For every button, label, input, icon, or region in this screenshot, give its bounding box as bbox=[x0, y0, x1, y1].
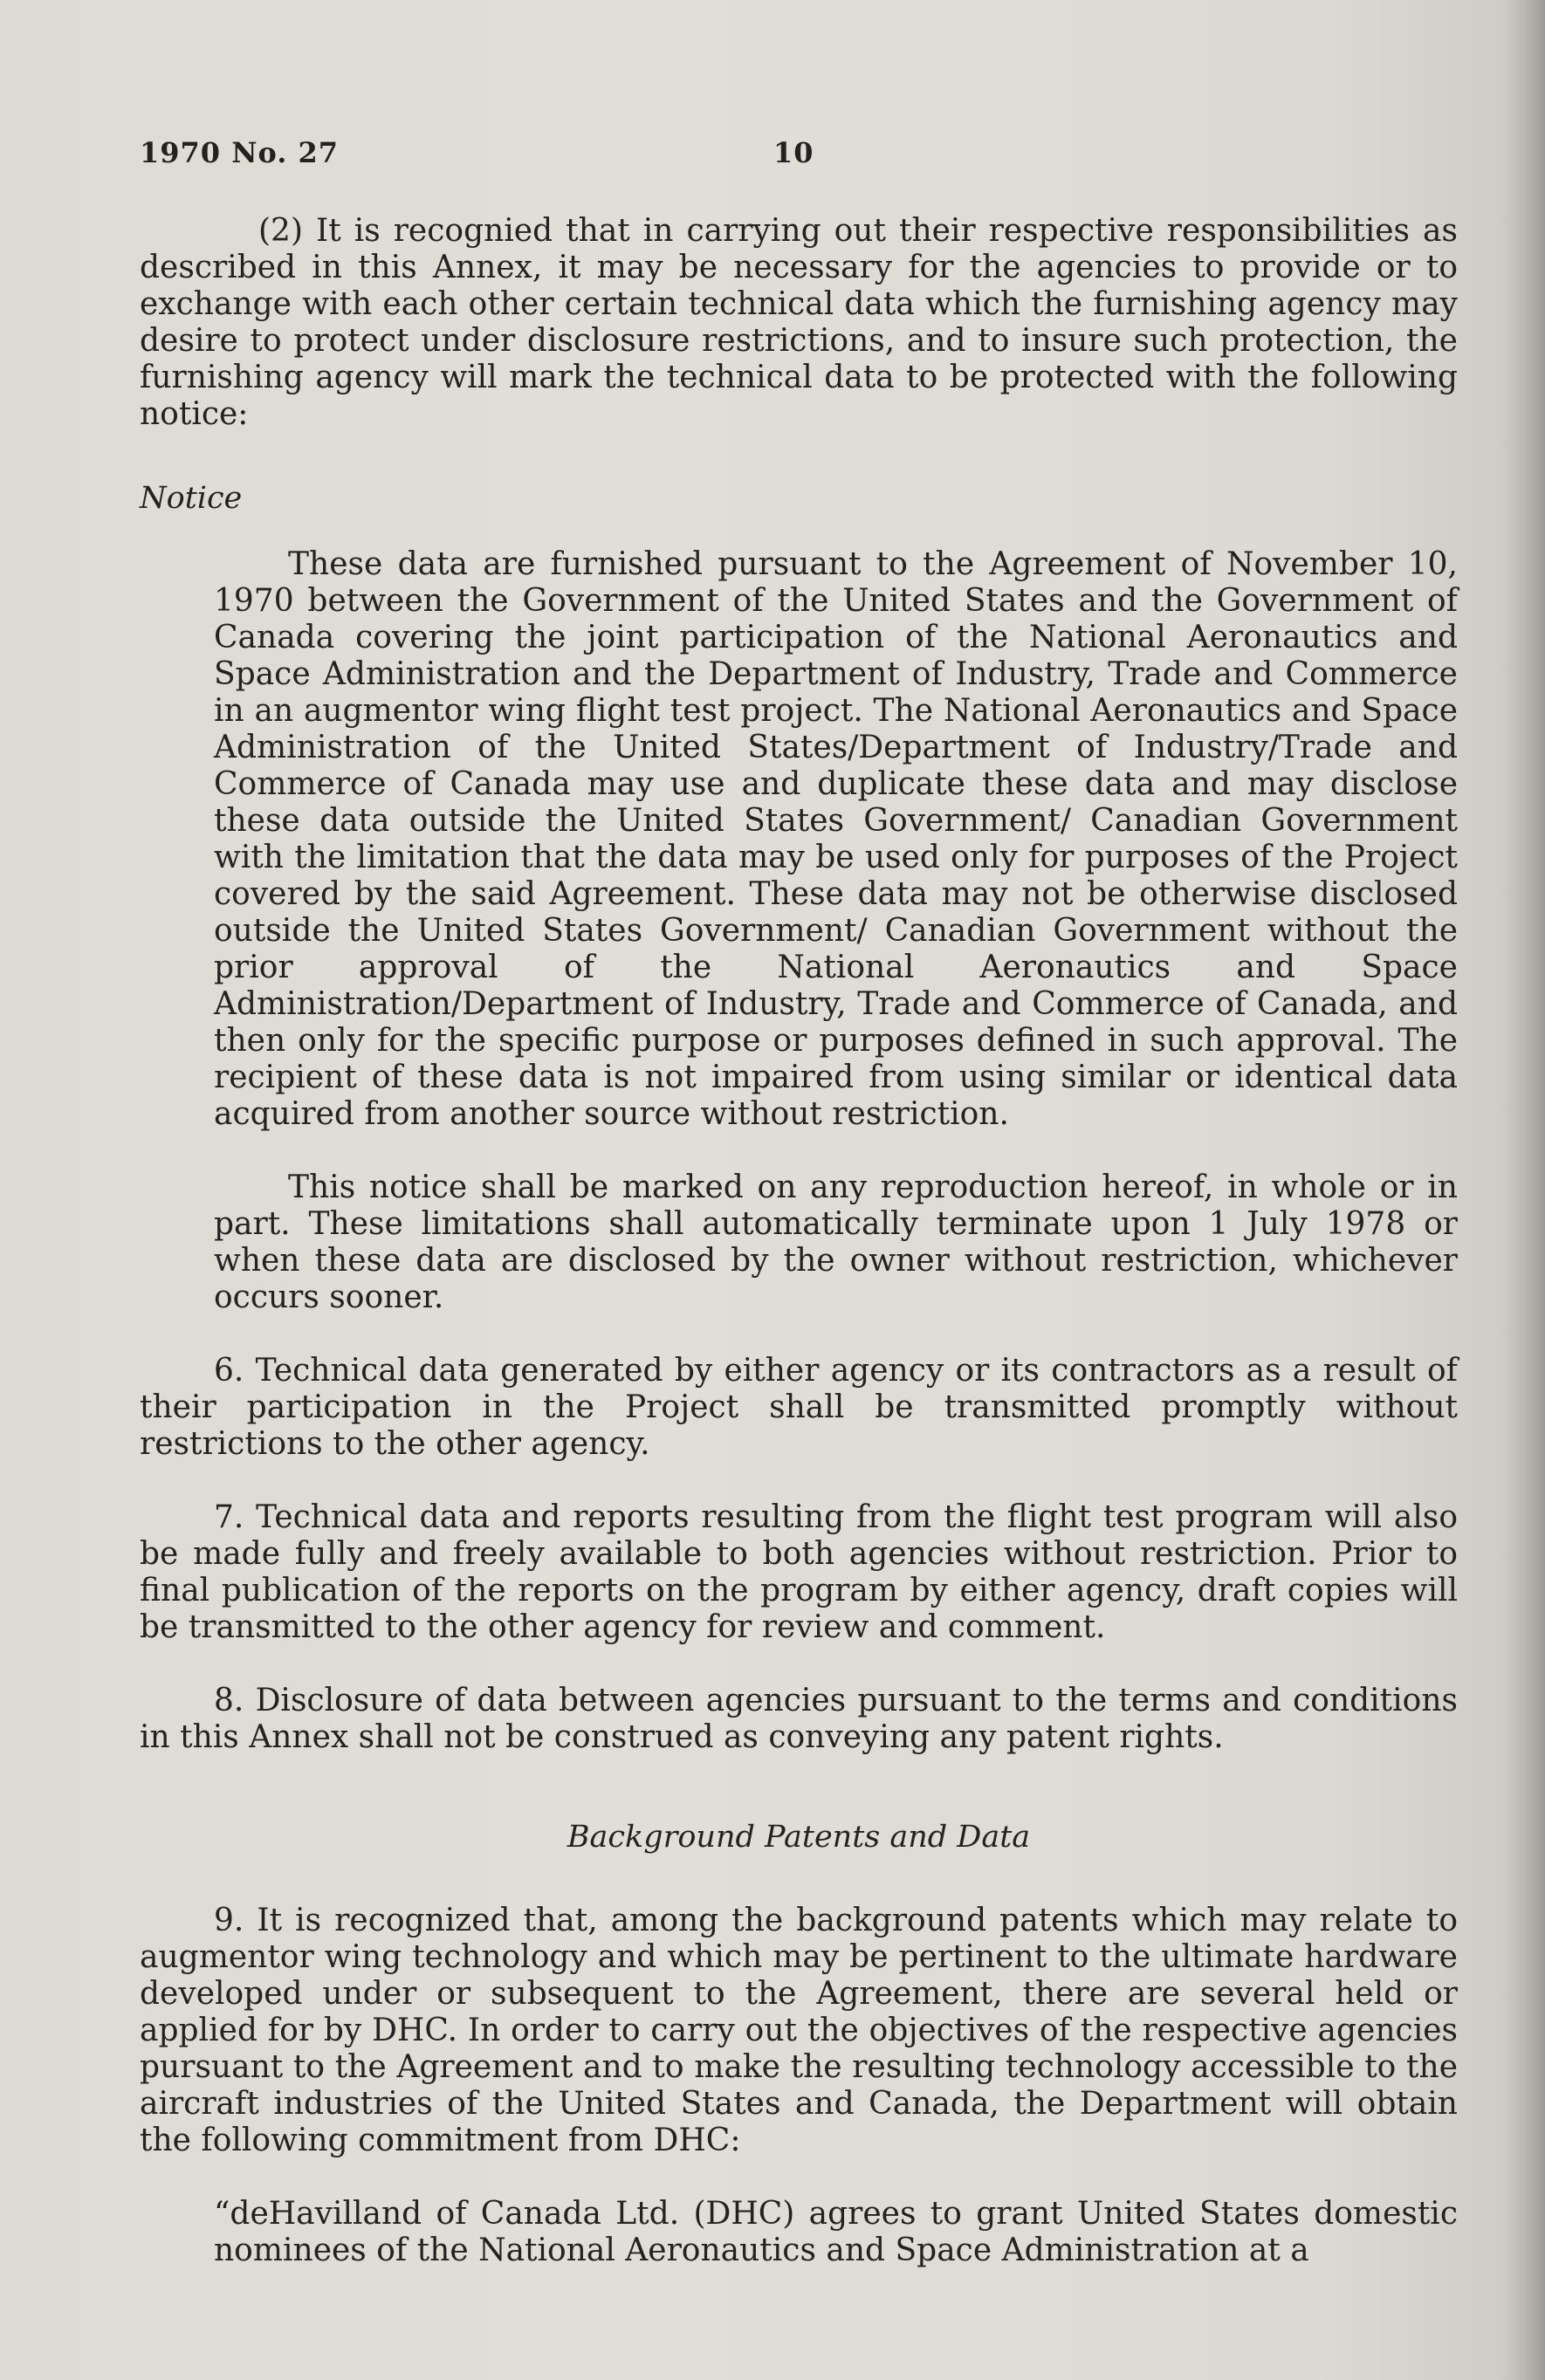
page-number: 10 bbox=[773, 136, 814, 169]
paragraph-item-7: 7. Technical data and reports resulting from the flight test program will also be made fully and freely available to both agencies without restriction. Prior to final publication of the reports on the program by either agency, draft copies will be transmitted to the other agency for review and comment. bbox=[140, 1499, 1458, 1645]
page-content bbox=[140, 131, 1458, 2269]
page-header bbox=[140, 131, 1458, 183]
notice-paragraph-2: This notice shall be marked on any reproduction hereof, in whole or in part. These limitations shall automatically terminate upon 1 July 1978 or when these data are disclosed by the owner without restriction, whichever occurs sooner. bbox=[214, 1169, 1458, 1315]
paragraph-item-6: 6. Technical data generated by either agency or its contractors as a result of their participation in the Project shall be transmitted promptly without restrictions to the other agency. bbox=[140, 1353, 1458, 1462]
document-id: 1970 No. 27 bbox=[140, 136, 340, 169]
notice-paragraph-1: These data are furnished pursuant to the Agreement of November 10, 1970 between the Government of the United States and the Government of Canada covering the joint participation of the National Aeronautics and Space Administration and the Department of Industry, Trade and Commerce in an augmentor wing flight test project. The National Aeronautics and Space Administration of the United States/Department of Industry/Trade and Commerce of Canada may use and duplicate these data and may disclose these data outside the United States Government/ Canadian Government with the limitation that the data may be used only for purposes of the Project covered by the said Agreement. These data may not be otherwise disclosed outside the United States Government/ Canadian Government without the prior approval of the National Aeronautics and Space Administration/Department of Industry, Trade and Commerce of Canada, and then only for the specific purpose or purposes defined in such approval. The recipient of these data is not impaired from using similar or identical data acquired from another source without restriction. bbox=[214, 546, 1458, 1132]
paragraph-item-8: 8. Disclosure of data between agencies pursuant to the terms and conditions in this Annex shall not be construed as conveying any patent rights. bbox=[140, 1683, 1458, 1755]
page-edge-shadow bbox=[1503, 0, 1545, 2380]
paragraph-item-9: 9. It is recognized that, among the background patents which may relate to augmentor wing technology and which may be pertinent to the ultimate hardware developed under or subsequent to the Agreement, there are several held or applied for by DHC. In order to carry out the objectives of the respective agencies pursuant to the Agreement and to make the resulting technology accessible to the aircraft industries of the United States and Canada, the Department will obtain the following commitment from DHC: bbox=[140, 1903, 1458, 2158]
paragraph-2: (2) It is recognied that in carrying out their respective responsibilities as described in this Annex, it may be necessary for the agencies to provide or to exchange with each other certain technical data which the furnishing agency may desire to protect under disclosure restrictions, and to insure such protection, the furnishing agency will mark the technical data to be protected with the following notice: bbox=[140, 213, 1458, 432]
quoted-commitment: “deHavilland of Canada Ltd. (DHC) agrees to grant United States domestic nominees of the National Aeronautics and Space Administration at a bbox=[214, 2196, 1458, 2268]
section-heading: Background Patents and Data bbox=[566, 1820, 1031, 1855]
notice-heading: Notice bbox=[140, 481, 243, 516]
